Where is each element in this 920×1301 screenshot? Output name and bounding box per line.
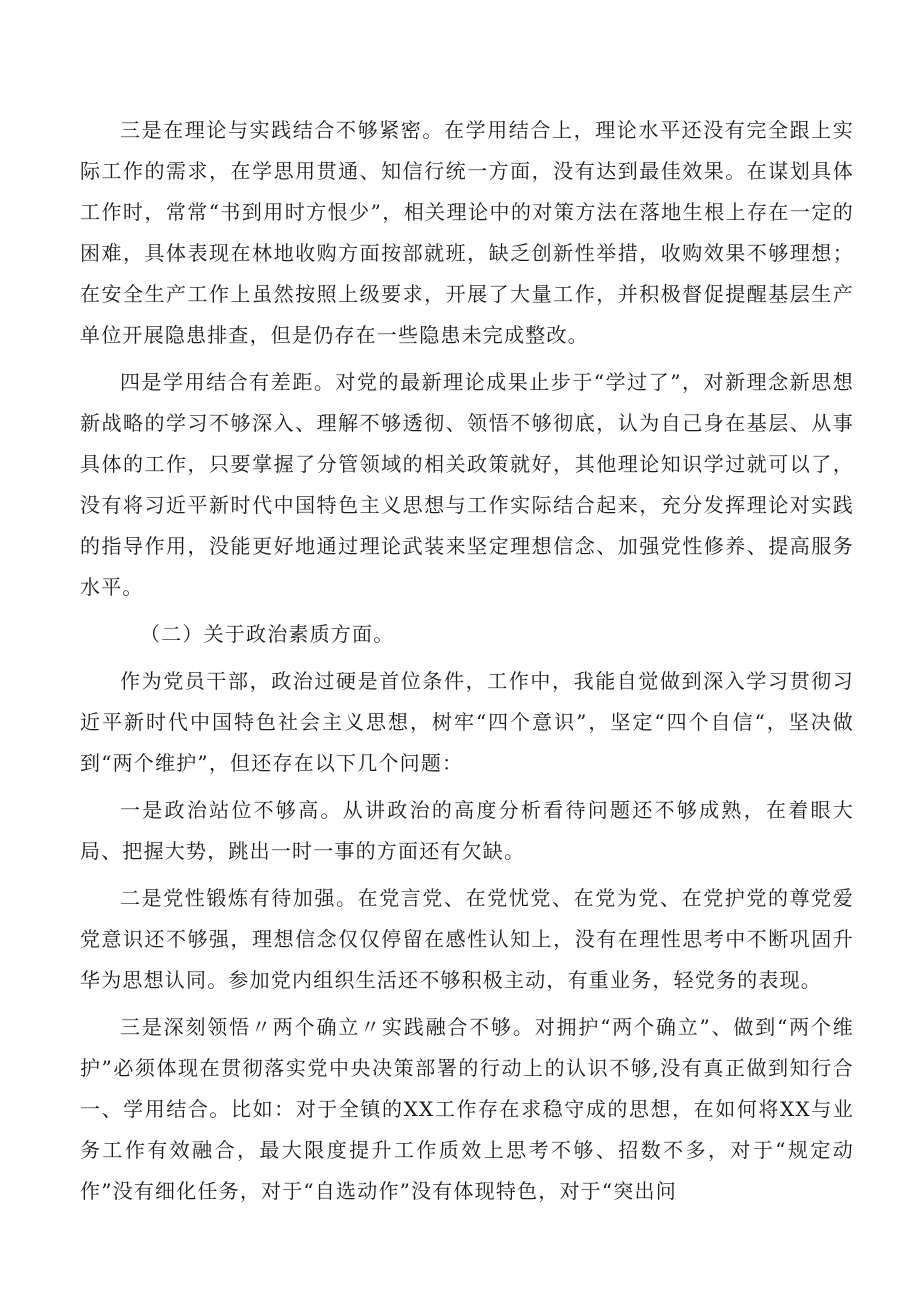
document-body [80,110,854,1218]
paragraph-theory-practice: 三是在理论与实践结合不够紧密。在学用结合上，理论水平还没有完全跟上实际工作的需求，在学思用贯通、知信行统一方面，没有达到最佳效果。在谋划具体工作时，常常“书到用时方恨少”，相关理论中的对策方法在落地生根上存在一定的困难，具体表现在林地收购方面按部就班，缺乏创新性举措，收购效果不够理想；在安全生产工作上虽然按照上级要求，开展了大量工作，并积极督促提醒基层生产单位开展隐患排查，但是仍存在一些隐患未完成整改。 [80,118,854,347]
paragraph-study-application-gap: 四是学用结合有差距。对党的最新理论成果止步于“学过了”，对新理念新思想新战略的学习不够深入、理解不够透彻、领悟不够彻底，认为自己身在基层、从事具体的工作，只要掌握了分管领域的相关政策就好，其他理论知识学过就可以了，没有将习近平新时代中国特色主义思想与工作实际结合起来，充分发挥理论对实践的指导作用，没能更好地通过理论武装来坚定理想信念、加强党性修养、提高服务水平。 [80,370,854,599]
paragraph-political-standing: 一是政治站位不够高。从讲政治的高度分析看待问题还不够成熟，在着眼大局、把握大势，跳出一时一事的方面还有欠缺。 [80,798,854,863]
section-heading-political-quality: （二）关于政治素质方面。 [140,622,395,646]
paragraph-party-spirit: 二是党性锻炼有待加强。在党言党、在党忧党、在党为党、在党护党的尊党爱党意识还不够强，理想信念仅仅停留在感性认知上，没有在理性思考中不断巩固升华为思想认同。参加党内组织生活还不够积极主动，有重业务，轻党务的表现。 [80,886,854,992]
paragraph-political-intro: 作为党员干部，政治过硬是首位条件，工作中，我能自觉做到深入学习贯彻习近平新时代中国特色社会主义思想，树牢“四个意识”，坚定“四个自信“，坚决做到“两个维护”，但还存在以下几个问题： [80,669,854,775]
paragraph-two-establishments: 三是深刻领悟〃两个确立〃实践融合不够。对拥护“两个确立”、做到“两个维护”必须体现在贯彻落实党中央决策部署的行动上的认识不够,没有真正做到知行合一、学用结合。比如：对于全镇的XX工作存在求稳守成的思想，在如何将XX与业务工作有效融合，最大限度提升工作质效上思考不够、招数不多，对于“规定动作”没有细化任务，对于“自选动作”没有体现特色，对于“突出问 [80,1015,854,1203]
